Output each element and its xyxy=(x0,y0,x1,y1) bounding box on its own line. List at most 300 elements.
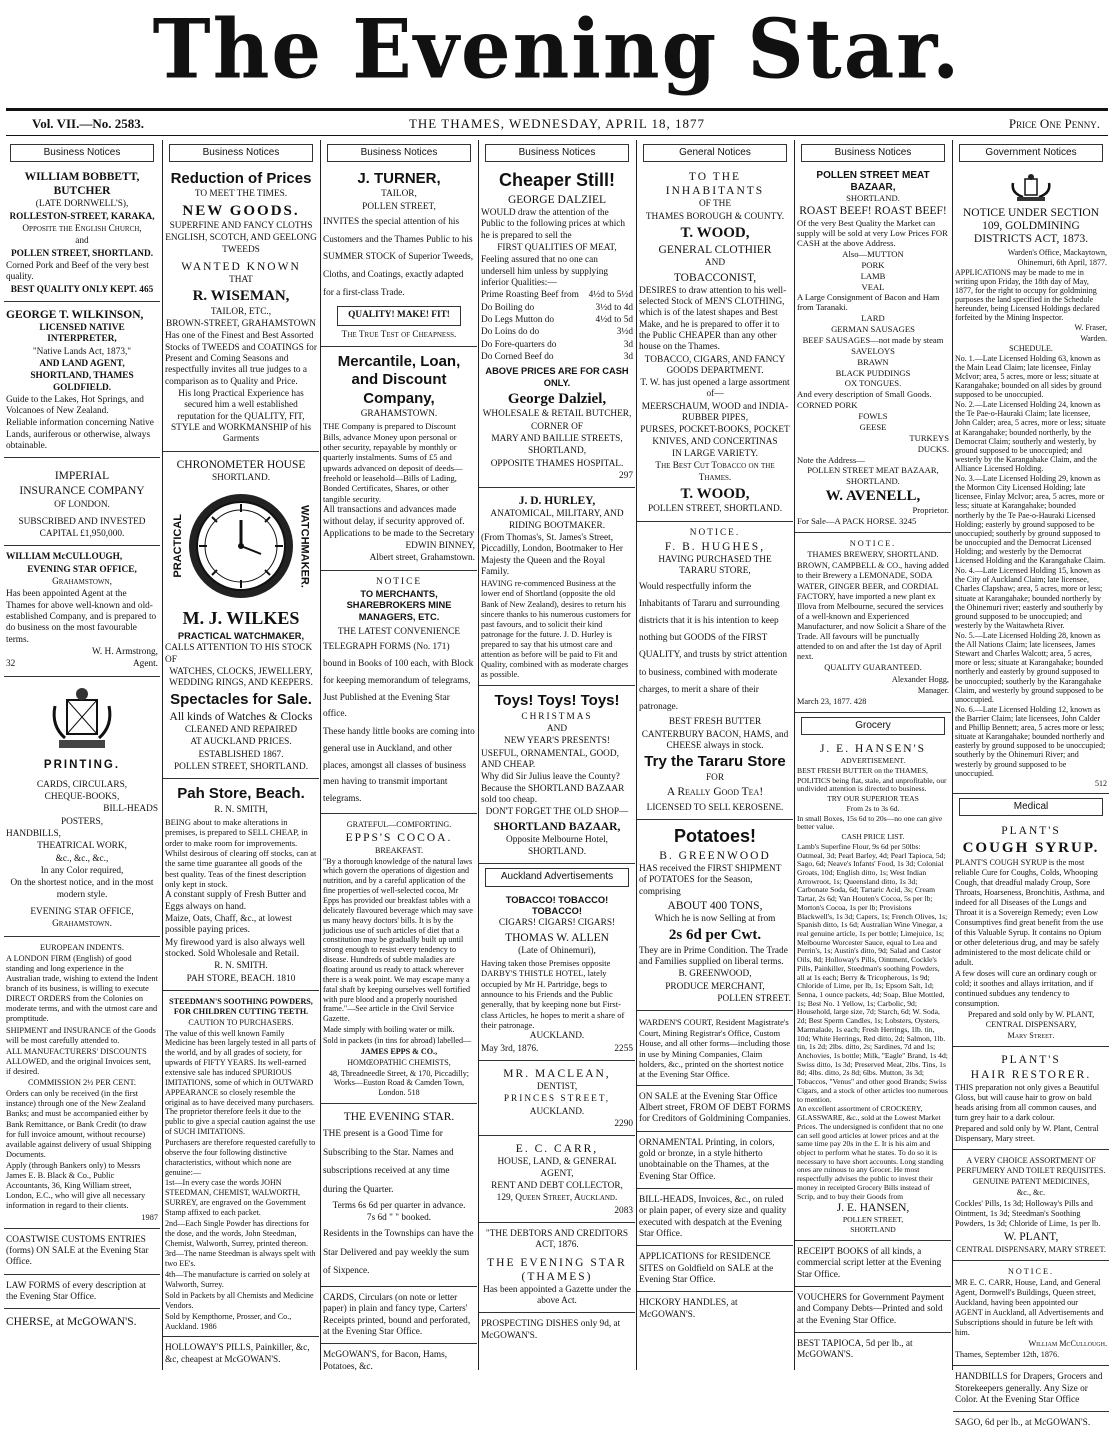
ad-line: Grahamstown, xyxy=(52,577,112,588)
ad-mcgowan-bacon xyxy=(321,1346,477,1378)
ad-line: CORNED PORK xyxy=(797,400,858,411)
ad-imperial-insurance xyxy=(4,460,160,546)
ad-title: Try the Tararu Store xyxy=(644,753,786,771)
ad-line: The value of this well known Family Medicine has been largely tested in all parts of the world, and by all grades of society, for upwards of FIFTY YEARS. Its well-earned extensive sale has induced SPURIOUS IMITATIONS, some of which in OUTWARD APPEARANCE so closely resemble the original as to have deceived many purchasers. The proprietor therefore feels it due to the public to give a special caution against the use of SUCH IMITATIONS. xyxy=(165,1028,316,1137)
ad-line: No. 2.—Late Licensed Holding 24, known as the Te Pae-o-Hauraki Claim; late licensee, John Calder; area, 5 acres, more or less; situate at Karangahake; bounded northerly, by the Democrat Claim; southerly and westerly, by ground supposed to be unoccupied; and westerly by the Karangahake Claim, and the Alliance Licensed Holding. xyxy=(955,400,1106,474)
ad-line: SHIPMENT and INSURANCE of the Goods will be most carefully attended to. xyxy=(6,1025,156,1045)
ad-line: PROSPECTING DISHES only 9d, at McGOWAN'S. xyxy=(481,1319,621,1341)
ad-line: W. H. Armstrong, xyxy=(91,647,158,658)
price-value: 3½d to 4d xyxy=(595,302,633,313)
ad-coastwise xyxy=(4,1231,160,1275)
ad-hickory-handles xyxy=(637,1294,793,1326)
ad-receipt-books xyxy=(795,1243,951,1287)
ad-debtors-act xyxy=(479,1225,635,1313)
ad-line: W. Fraser, xyxy=(1074,323,1107,333)
ad-line: RECEIPT BOOKS of all kinds, a commercial script letter at the Evening Star Office. xyxy=(797,1246,942,1280)
ad-sago xyxy=(953,1414,1109,1434)
ad-line: POLLEN STREET, xyxy=(842,1215,904,1225)
ad-title: NOTICE. xyxy=(1007,1267,1055,1277)
ad-bill-heads xyxy=(637,1191,793,1246)
ad-line: W. PLANT, xyxy=(1003,1231,1059,1244)
ad-line: 7s 6d " " booked. xyxy=(366,1212,432,1223)
section-heading: Grocery xyxy=(801,717,945,735)
price-row xyxy=(481,327,633,338)
ad-line: R. N. SMITH, xyxy=(214,804,268,815)
ad-goldmining-notice xyxy=(953,166,1109,794)
ad-bobbett xyxy=(4,166,160,302)
ad-line: In any Color required, xyxy=(40,866,124,877)
ad-line: COASTWISE CUSTOMS ENTRIES (forms) ON SALE at the Evening Star Office. xyxy=(6,1234,149,1268)
ad-title: E. C. CARR, xyxy=(515,1143,599,1156)
ad-line: A Large Consignment of Bacon and Ham from Taranaki. xyxy=(797,292,940,313)
ad-title: THE EVENING STAR. xyxy=(343,1111,455,1124)
ad-line: OF LONDON. xyxy=(54,499,110,510)
ad-line: ROLLESTON-STREET, KARAKA, xyxy=(9,211,155,222)
ad-line: (Late of Ohinemuri), xyxy=(518,945,596,956)
ad-line: ON SALE at the Evening Star Office Albert street, FROM OF DEBT FORMS for Creditors of Goldmining Companies. xyxy=(639,1091,791,1125)
ad-line: McGOWAN'S, for Bacon, Hams, Potatoes, &c. xyxy=(323,1350,448,1372)
ad-line: An excellent assortment of CROCKERY, GLASSWARE, &c., sold at the Lowest Market Prices. The undersigned is confident that no one can sell good articles at lower prices and at the same time pay 20s in the £. It is his aim and object to perform what he states. To do so it is necessary to have short accounts. Long standing ones are ruinous to any Grocer. He most respectfully advises the public to invest their money in receipted Grocery Bills instead of Scrip, and to buy their Goods from xyxy=(797,1104,944,1201)
ad-number: 2255 xyxy=(614,1043,633,1054)
ad-line: GRATEFUL—COMFORTING. xyxy=(346,819,452,829)
section-heading: General Notices xyxy=(643,144,787,162)
ad-line: POLITICS being flat, stale, and unprofitable, our undivided attention is directed to business. xyxy=(797,775,947,794)
ad-line: AUCKLAND. xyxy=(529,1106,585,1117)
ad-line: From 2s to 3s 6d. xyxy=(846,803,900,813)
ad-line: SAGO, 6d per lb., at McGOWAN'S. xyxy=(955,1418,1091,1429)
ad-line: LICENSED NATIVE INTERPRETER, xyxy=(39,322,125,345)
ad-line: GENUINE PATENT MEDICINES, xyxy=(972,1177,1090,1187)
ad-line: And every description of Small Goods. xyxy=(797,389,932,400)
ad-handbills xyxy=(953,1368,1109,1412)
ad-line: Mary Street. xyxy=(1007,1031,1055,1041)
ad-line: BEST TAPIOCA, 5d per lb., at McGOWAN'S. xyxy=(797,1338,913,1361)
ad-title: J. TURNER, xyxy=(357,170,441,188)
ad-line: No. 1.—Late Licensed Holding 63, known as the Main Lead Claim; late licensee, Finlay McIvor; area, 5 acres, more or less; situate at Karangahake; bounded on all sides by ground supposed to be unoccupied. xyxy=(955,353,1102,400)
ad-line: ORNAMENTAL Printing, in colors, gold or bronze, in a style hitherto unobtainable on the Thames, at the Evening Star Office. xyxy=(639,1137,775,1182)
ad-line: A few doses will cure an ordinary cough or cold; it soothes and allays irritation, and if continued subdues any tendency to consumption. xyxy=(955,969,1097,1009)
ad-line: Warden's Office, Mackaytown, xyxy=(1007,247,1107,257)
ad-title: Mercantile, Loan, and Discount Company, xyxy=(337,353,461,407)
ad-line: SHORTLAND. xyxy=(846,476,900,487)
price-item: Do Legs Mutton do xyxy=(481,315,555,326)
ad-line: No. 5.—Late Licensed Holding 28, known as the All Nations Claim; late licensees, James Stewart and Charles Walcott; area, 5 acres, more or less; situate at Karangahake; bounded northerly and easterly by ground supposed to be unoccupied; southerly by the Karangahake Claim, and westerly by ground supposed to be unoccupied. xyxy=(955,631,1104,704)
ad-line: All transactions and advances made without delay, if security approved of. xyxy=(323,505,465,527)
ad-line: Corned Pork and Beef of the very best quality. xyxy=(6,260,149,283)
ad-line: CENTRAL DISPENSARY, MARY STREET. xyxy=(956,1245,1106,1255)
ad-line: CARDS, CIRCULARS, xyxy=(36,779,128,790)
ad-title: T. WOOD, xyxy=(680,224,750,241)
ad-line: Would respectfully inform the Inhabitants of Tararu and surrounding districts that it is his intention to keep nothing but GOODS of the FIRST QUALITY, and trusts by strict attention to business, combined with moderate charges, to merit a share of their patronage. xyxy=(639,581,788,713)
ad-title: J. E. HANSEN'S xyxy=(819,743,927,756)
ad-line: VOUCHERS for Government Payment and Company Debts—Printed and sold at the Evening Star Office. xyxy=(797,1292,944,1326)
ad-line: PAH STORE, BEACH. 1810 xyxy=(186,973,296,984)
ad-number: 297 xyxy=(619,471,633,482)
ad-line: GRAHAMSTOWN. xyxy=(360,408,438,419)
ad-line: BEST FRESH BUTTER on the THAMES, xyxy=(797,766,928,776)
ad-line: T. W. has just opened a large assortment of— xyxy=(640,378,790,400)
ad-line: March 23, 1877. 428 xyxy=(797,696,867,706)
ad-line: TAILOR, xyxy=(381,189,417,200)
ad-line: ROAST BEEF! ROAST BEEF! xyxy=(799,205,947,218)
ad-line: LAW FORMS of every description at the Evening Star Office. xyxy=(6,1280,146,1302)
ad-line: No. 3.—Late Licensed Holding 29, known as the Mormon City Licensed Holding; late licensee, Finlay McIvor; area, 5 acres, more or less; situate at Karangahake; bounded northerly by the Te Pae-o-Hauraki Licensed Holding; easterly by ground supposed to be unoccupied; southerly by ground supposed to be unoccupied and the Democrat Licensed Holding; and westerly by the Democrat Licensed Holding and the Karangahake Claim. xyxy=(955,474,1106,566)
section-heading: Government Notices xyxy=(959,144,1103,162)
ad-line: Apply (through Bankers only) to Messrs James E. B. Black & Co., Public Accountants, 36, King William street, London, E.C., who will give all necessary information in regard to their clients. xyxy=(6,1161,146,1211)
ad-line: Proprietor. xyxy=(912,505,949,516)
ad-title: POLLEN STREET MEAT BAZAAR, xyxy=(816,170,930,193)
ad-line: 48, Threadneedle Street, & 170, Piccadilly; Works—Euston Road & Camden Town, London. 518 xyxy=(328,1068,470,1098)
ad-line: AND LAND AGENT, xyxy=(39,358,125,369)
ad-mccullough-agent xyxy=(4,548,160,676)
ad-title: INSURANCE COMPANY xyxy=(19,485,145,498)
ad-date: May 3rd, 1876. xyxy=(481,1043,539,1054)
ad-line: Which he is now Selling at from xyxy=(654,914,776,925)
ad-line: A Really Good Tea! xyxy=(666,785,764,798)
ad-line: CLEANED AND REPAIRED xyxy=(184,724,298,735)
ad-line: AND xyxy=(546,724,568,735)
ad-line: B. GREENWOOD xyxy=(659,850,771,863)
ad-title: HAIR RESTORER. xyxy=(970,1069,1092,1082)
ad-title: George Dalziel, xyxy=(507,391,607,408)
ad-title: W. AVENELL, xyxy=(825,488,921,505)
ad-line: INVITES the special attention of his Customers and the Thames Public to his SUMMER STOCK of Superior Tweeds, Cloths, and Coatings, exactly adapted for a first-class Trade. xyxy=(323,217,474,298)
ad-line: Has been appointed Agent at the Thames for above well-known and old-established Company, and is prepared to do business on the most favourable terms. xyxy=(6,589,157,645)
ad-debt-forms xyxy=(637,1088,793,1132)
ad-line: These handy little books are coming into general use in Auckland, and other places, amongst all classes of business men having to transmit important telegrams. xyxy=(323,727,475,805)
newspaper-title: The Evening Star. xyxy=(152,1,962,98)
ad-wiseman xyxy=(163,166,319,451)
ad-line: CANTERBURY BACON, HAMS, and CHEESE always in stock. xyxy=(641,729,789,751)
ad-line: R. N. SMITH. xyxy=(214,961,268,972)
ad-line: ENGLISH, SCOTCH, AND GEELONG TWEEDS xyxy=(165,233,317,255)
ad-line: Applications to be made to the Secretary xyxy=(323,528,475,539)
ad-line: PRINCES STREET, xyxy=(503,1094,611,1105)
ad-line: ABOVE PRICES ARE FOR CASH ONLY. xyxy=(485,366,629,388)
column-1 xyxy=(4,140,160,1370)
ad-title: EUROPEAN INDENTS. xyxy=(40,942,124,952)
ad-title: STEEDMAN'S SOOTHING POWDERS, FOR CHILDREN CUTTING TEETH. xyxy=(169,997,313,1016)
ad-line: SHORTLAND. xyxy=(846,193,900,204)
ad-line: Feeling assured that no one can undersell him unless by supplying inferior Qualities:— xyxy=(481,255,609,289)
ad-wilkes xyxy=(163,454,319,780)
ad-line: Warden. xyxy=(1080,333,1107,343)
ad-line: MARY AND BAILLIE STREETS, xyxy=(491,434,623,445)
price-value: 3½d xyxy=(616,327,633,338)
ad-cards-circulars xyxy=(321,1289,477,1344)
ad-line: Has been appointed a Gazette under the above Act. xyxy=(483,1284,631,1307)
ad-line: JAMES EPPS & CO., xyxy=(360,1046,438,1056)
ad-line: BEST FRESH BUTTER xyxy=(668,717,762,728)
section-heading: Business Notices xyxy=(485,144,629,162)
ad-line: FIRST QUALITIES OF MEAT, xyxy=(497,243,617,254)
ad-line: BEING about to make alterations in premises, is prepared to SELL CHEAP, in order to make room for improvements. Whilst desirous of clearing off stocks, can at the same time guarantee all goods of the best quality. Teas of the finest description only kept in stock. xyxy=(165,816,317,890)
ad-line: COMMISSION 2½ PER CENT. xyxy=(28,1078,136,1088)
ad-line: and xyxy=(75,236,89,247)
ad-telegraph-forms xyxy=(321,573,477,814)
ad-line: BEEF SAUSAGES—not made by steam xyxy=(802,334,944,345)
ad-line: BILL-HEADS, Invoices, &c., on ruled or plain paper, of every size and quality executed with despatch at the Evening Star Office. xyxy=(639,1194,787,1239)
ad-epps-cocoa xyxy=(321,816,477,1104)
ad-line: PURSES, POCKET-BOOKS, POCKET KNIVES, AND CONCERTINAS xyxy=(640,425,790,447)
ad-line: CASH PRICE LIST. xyxy=(841,832,905,842)
ad-line: POLLEN STREET. xyxy=(717,994,791,1005)
ad-title: THOMAS W. ALLEN xyxy=(505,931,609,944)
ad-line: HAVING PURCHASED THE TARARU STORE, xyxy=(658,555,772,577)
ad-title: TO THE INHABITANTS xyxy=(665,171,765,198)
ad-title: TOBACCO! TOBACCO! TOBACCO! xyxy=(505,894,609,916)
ad-line: Reliable information concerning Native Lands, auriferous or otherwise, always obtainable. xyxy=(6,418,154,452)
ad-line: POLLEN STREET, SHORTLAND. xyxy=(173,761,309,772)
ad-line: POLLEN STREET, SHORTLAND. xyxy=(10,248,154,259)
ad-line: Purchasers are therefore requested carefully to observe the four following distinctive characteristics, without which none are genuine:— xyxy=(165,1138,316,1177)
ad-printing xyxy=(4,679,160,937)
royal-arms-icon xyxy=(955,173,1107,203)
ad-line: RENT AND DEBT COLLECTOR, xyxy=(491,1181,623,1192)
price-row xyxy=(481,303,633,314)
ad-line: Cockles' Pills, 1s 3d; Holloway's Pills and Ointment, 1s 3d; Steedman's Soothing Powders, 1s 3d; Chloride of Lime, 1s per lb. xyxy=(955,1199,1101,1229)
ad-cheese xyxy=(4,1311,160,1334)
ad-line: Has one of the Finest and Best Assorted Stocks of TWEEDS and COATINGS for Present and Coming Seasons and respectfully invites all true judges to a comparison as to Quality and Price. xyxy=(165,331,317,387)
ad-line: VEAL xyxy=(861,281,885,292)
ad-line: 2nd—Each Single Powder has directions for the dose, and the words, John Steedman, Chemist, Walworth, Surrey, printed thereon. xyxy=(165,1218,310,1248)
ad-title: GEORGE T. WILKINSON, xyxy=(6,308,144,321)
volume-number: Vol. VII.—No. 2583. xyxy=(32,116,144,131)
ad-line: 1st—In every case the words JOHN STEEDMAN, CHEMIST, WALWORTH, SURREY, are engraved on the Government Stamp affixed to each packet. xyxy=(165,1178,307,1218)
price-value: 3d xyxy=(623,352,633,363)
ad-line: Albert street, Grahamstown. xyxy=(369,553,475,564)
price-value: 4½d to 5d xyxy=(595,315,633,326)
ad-title: MR. MACLEAN, xyxy=(503,1068,611,1081)
ad-title: WILLIAM BOBBETT, BUTCHER xyxy=(24,171,140,198)
ad-line: Of the very Best Quality the Market can supply will be sold at very Low Prices FOR CASH at the above Address. xyxy=(797,218,948,249)
ad-line: Alexander Hogg, xyxy=(891,674,949,684)
issue-date: THE THAMES, WEDNESDAY, APRIL 18, 1877 xyxy=(408,116,706,131)
ad-title: SHORTLAND BAZAAR, xyxy=(493,820,621,833)
ad-line: EVENING STAR OFFICE, xyxy=(30,907,134,918)
ad-line: THAMES BREWERY, SHORTLAND. xyxy=(807,550,939,560)
ad-dalziel xyxy=(479,166,635,488)
ad-line: HANDBILLS for Drapers, Grocers and Storekeepers generally. Any Size or Color. At the Evening Star Office xyxy=(955,1372,1103,1406)
ad-hansen-grocery xyxy=(795,739,951,1241)
ad-title: M. J. WILKES xyxy=(182,608,300,629)
column-3 xyxy=(321,140,477,1370)
column-2 xyxy=(163,140,319,1370)
issue-price: Price One Penny. xyxy=(1008,116,1100,131)
ad-line: My firewood yard is also always well stocked. Sold Wholesale and Retail. xyxy=(165,937,305,960)
ad-line: 3rd—The name Steedman is always spelt with two EE's. xyxy=(165,1249,316,1269)
ad-line: WOULD draw the attention of the Public to the following prices at which he is prepared to sell the xyxy=(481,208,626,241)
ad-title: CHRONOMETER HOUSE xyxy=(176,458,306,471)
ad-line: FOR xyxy=(705,772,725,783)
ad-line: WANTED KNOWN xyxy=(181,261,301,274)
ad-line: A LONDON FIRM (English) of good standing and long experience in the Australian trade, wishing to extend the Indent branch of its business, is willing to execute DIRECT ORDERS from the Colonies on moderate terms, and with the utmost care and promptitude. xyxy=(6,953,158,1024)
price-row xyxy=(481,315,633,326)
ad-line: GERMAN SAUSAGES xyxy=(831,324,915,335)
ad-plants-hair-restorer xyxy=(953,1049,1109,1150)
ad-title: WILLIAM McCULLOUGH, xyxy=(6,552,123,563)
ad-title: PLANT'S xyxy=(1001,825,1061,838)
ad-title: T. WOOD, xyxy=(680,486,750,503)
ad-line: &c., &c., &c., xyxy=(55,853,109,864)
ad-line: NEW YEAR'S PRESENTS! xyxy=(503,736,610,747)
section-heading: Business Notices xyxy=(10,144,154,162)
ad-avenell-meat-bazaar xyxy=(795,166,951,533)
ad-line: LICENSED TO SELL KEROSENE. xyxy=(646,802,784,813)
ad-line: Ohinemuri, 6th April, 1877. xyxy=(1017,257,1107,267)
ad-title: NOTICE xyxy=(375,576,423,587)
ad-carr-notice xyxy=(953,1263,1109,1366)
ad-number: 32 xyxy=(6,659,16,670)
ad-line: QUALITY GUARANTEED. xyxy=(824,663,922,673)
ad-line: Thames, September 12th, 1876. xyxy=(955,1350,1060,1360)
ad-line: They are in Prime Condition. The Trade and Families supplied on liberal terms. xyxy=(639,945,788,968)
ad-line: HOUSE, LAND, & GENERAL AGENT, xyxy=(497,1157,617,1179)
ad-carr-agent xyxy=(479,1138,635,1223)
ad-line: PRODUCE MERCHANT, xyxy=(665,981,765,992)
ad-line: OPPOSITE THAMES HOSPITAL. xyxy=(490,458,624,469)
ad-line: TRY OUR SUPERIOR TEAS xyxy=(827,794,919,804)
ad-line: His long Practical Experience has secured him a well established reputation for the QUALITY, FIT, STYLE and WORKMANSHIP of his Garments xyxy=(171,389,311,445)
ad-holloway xyxy=(163,1339,319,1371)
ad-line: THAMES BOROUGH & COUNTY. xyxy=(645,211,785,222)
ad-line: POLLEN STREET, xyxy=(362,201,436,212)
ad-line: SUBSCRIBED AND INVESTED xyxy=(18,516,146,527)
ad-line: Orders can only be received (in the first instance) through one of the New Zealand Banks; and must be accompanied either by Bank Remittance, or Bank Credit (to draw for full invoice amount, without recourse) available against delivery of usual Shipping Documents. xyxy=(6,1089,152,1159)
ad-line: No. 4.—Late Licensed Holding 15, known as the City of Auckland Claim; late licensee, Charles Clapshaw; area, 5 acres, more or less; situate at Karangahake; bounded northerly by the Ohinemuri river; easterly and southerly by ground supposed to be unoccupied; and westerly by the Waitawheta River. xyxy=(955,566,1103,630)
ad-number: 2290 xyxy=(614,1119,633,1130)
ad-line: APPLICATIONS for RESIDENCE SITES on Goldfield on SALE at the Evening Star Office. xyxy=(639,1252,774,1285)
price-list xyxy=(481,290,633,363)
ad-line: DUCKS. xyxy=(917,443,949,454)
ad-line: BILL-HEADS xyxy=(103,804,158,815)
ad-line: ANATOMICAL, MILITARY, AND RIDING BOOTMAKER. xyxy=(490,509,624,531)
ad-line: POLLEN STREET, SHORTLAND. xyxy=(647,504,783,515)
ad-line: Terms 6s 6d per quarter in advance. xyxy=(332,1200,466,1211)
price-item: Do Fore-quarters do xyxy=(481,339,557,350)
ad-line: DON'T FORGET THE OLD SHOP— xyxy=(485,807,629,818)
ad-line: POLLEN STREET MEAT BAZAAR, xyxy=(807,465,939,476)
ad-title: COUGH SYRUP. xyxy=(962,840,1100,857)
ad-line: DESIRES to draw attention to his well-selected Stock of MEN'S CLOTHING, which is of the latest shapes and Best Make, and he is prepared to offer it to the Public CHEAPER than any other house on the Thames. xyxy=(639,285,787,353)
ad-evening-star-subscription xyxy=(321,1106,477,1287)
ad-line xyxy=(481,1044,633,1055)
price-row xyxy=(481,352,633,363)
ad-line: HAS received the FIRST SHIPMENT of POTATOES for the Season, comprising xyxy=(639,864,782,897)
ad-line: CARDS, Circulars (on note or letter paper) in plain and fancy type, Carters' Receipts printed, bound and perforated, at the Evening Star Office. xyxy=(323,1292,471,1337)
ad-residence-sites xyxy=(637,1248,793,1292)
ad-line: MR E. C. CARR, House, Land, and General Agent, Dornwell's Buildings, Queen street, Auckland, having been appointed our AGENT in Auckland, all Advertisements and Subscriptions should in future be left with him. xyxy=(955,1278,1104,1338)
ad-line: CHERSE, at McGOWAN'S. xyxy=(6,1316,137,1329)
ad-line: Prepared and sold only by W. Plant, Central Dispensary, Mary street. xyxy=(955,1124,1099,1144)
ad-line: TOBACCONIST, xyxy=(673,271,757,284)
ad-title: F. B. HUGHES, xyxy=(664,541,766,554)
ad-line: FOWLS xyxy=(858,411,888,422)
coat-of-arms-icon xyxy=(6,686,158,754)
ad-line: For Sale—A PACK HORSE. 3245 xyxy=(797,516,917,527)
ad-line: MEERSCHAUM, WOOD and INDIA-RUBBER PIPES, xyxy=(641,401,789,424)
ad-line: POSTERS, xyxy=(60,816,104,827)
price-item: Prime Roasting Beef from xyxy=(481,290,579,301)
ad-line: Prepared and sold only by W. PLANT, CENTRAL DISPENSARY, xyxy=(967,1010,1095,1030)
ad-line: Sold by Kempthorne, Prosser, and Co., Auckland. 1986 xyxy=(165,1311,292,1331)
ad-prospecting-dishes xyxy=(479,1315,635,1347)
ad-line: PLANT'S COUGH SYRUP is the most reliable Cure for Coughs, Colds, Whooping Cough, that dreadful malady Croup, Sore Throats, Hoarseness, Bronchitis, Asthma, and indeed for all Diseases of the Lungs and Throat it is a Sovereign Remedy; even Low Consumptives find great benefit from the use of this Valuable Syrup. It contains no Opium or other deleterious drug, and may be safely administered to the most delicate child or adult. xyxy=(955,858,1105,968)
ad-line: HICKORY HANDLES, at McGOWAN'S. xyxy=(639,1298,738,1320)
ad-line xyxy=(6,659,158,670)
price-row xyxy=(481,340,633,351)
ad-line: BRAWN xyxy=(857,356,889,367)
ad-line: A constant supply of Fresh Butter and Eggs always on hand. xyxy=(165,890,306,912)
ad-line: WATCHES, CLOCKS, JEWELLERY, WEDDING RINGS, AND KEEPERS. xyxy=(169,666,313,689)
ad-line: Opposite Melbourne Hotel, xyxy=(506,834,608,845)
ad-line: (From Thomas's, St. James's Street, Piccadilly, London, Bootmaker to Her Majesty the Queen and the Royal Family. xyxy=(481,533,623,577)
masthead-rule-top xyxy=(6,108,1108,111)
masthead-rule-bottom xyxy=(6,135,1108,136)
ad-line: ALL MANUFACTURERS' DISCOUNTS ALLOWED, and the original Invoices sent, if desired. xyxy=(6,1046,151,1077)
ad-line: Why did Sir Julius leave the County? Because the SHORTLAND BAZAAR sold too cheap. xyxy=(481,772,625,806)
ad-line: DENTIST, xyxy=(536,1082,578,1093)
ad-line: OF THE xyxy=(698,199,732,210)
ad-number: 1987 xyxy=(141,1212,158,1222)
ad-line: LARD xyxy=(861,313,885,324)
ad-wilkinson xyxy=(4,304,160,459)
ad-line: Grahamstown. xyxy=(52,919,112,930)
ad-line: THEATRICAL WORK, xyxy=(37,841,127,852)
ad-line: BEST QUALITY ONLY KEPT. 465 xyxy=(10,284,154,295)
ad-line: On the shortest notice, and in the most modern style. xyxy=(10,878,154,900)
clock-icon xyxy=(165,490,317,602)
ad-line: CIGARS! CIGARS! CIGARS! xyxy=(498,918,616,929)
ad-title: Pah Store, Beach. xyxy=(177,785,305,803)
ad-line: Manager. xyxy=(917,685,949,695)
column-6 xyxy=(795,140,951,1370)
ad-line: Opposite the English Church, xyxy=(22,223,142,234)
ad-ornamental-printing xyxy=(637,1134,793,1189)
ad-line: Agent. xyxy=(132,659,158,670)
ad-line: CAPITAL £1,950,000. xyxy=(39,529,125,540)
price-item: Do Boiling do xyxy=(481,302,535,313)
ad-line: THE present is a Good Time for Subscribing to the Star. Names and subscriptions received at any time during the Quarter. xyxy=(323,1129,454,1195)
ad-line: OX TONGUES. xyxy=(844,378,902,389)
ad-best-tapioca xyxy=(795,1335,951,1367)
ad-line: IN LARGE VARIETY. xyxy=(672,449,758,460)
ad-line: Sold in Packets by all Chemists and Medicine Vendors. xyxy=(165,1290,314,1310)
price-item: Do Corned Beef do xyxy=(481,352,554,363)
ad-steedman xyxy=(163,993,319,1337)
ad-line: EVENING STAR OFFICE, xyxy=(27,564,137,575)
ad-title: Reduction of Prices xyxy=(170,170,312,188)
ad-line: "Native Lands Act, 1873," xyxy=(32,346,132,357)
ad-line: SHORTLAND. xyxy=(527,847,587,858)
ad-line: WHOLESALE & RETAIL BUTCHER, xyxy=(482,409,632,420)
section-heading: Business Notices xyxy=(169,144,313,162)
ad-line: CALLS ATTENTION TO HIS STOCK OF xyxy=(165,643,313,665)
ad-line: The True Test of Cheapness. xyxy=(341,329,457,340)
ad-line: Note the Address— xyxy=(797,454,865,465)
ad-title: IMPERIAL xyxy=(54,470,110,483)
ad-line: THIS preparation not only gives a Beautiful Gloss, but will cause hair to grow on bald heads arising from all common causes, and turn grey hair to a dark colour. xyxy=(955,1083,1100,1123)
ad-line: CAUTION TO PURCHASERS. xyxy=(188,1017,294,1027)
ad-number: 512 xyxy=(1095,778,1107,788)
ad-line: SHORTLAND xyxy=(850,1225,896,1235)
section-heading: Business Notices xyxy=(801,144,945,162)
column-7 xyxy=(953,140,1109,1429)
ad-title: R. WISEMAN, xyxy=(192,288,290,305)
ad-wood-clothier xyxy=(637,166,793,522)
ad-european-indents xyxy=(4,939,160,1229)
ad-line: GEORGE DALZIEL xyxy=(507,194,607,207)
